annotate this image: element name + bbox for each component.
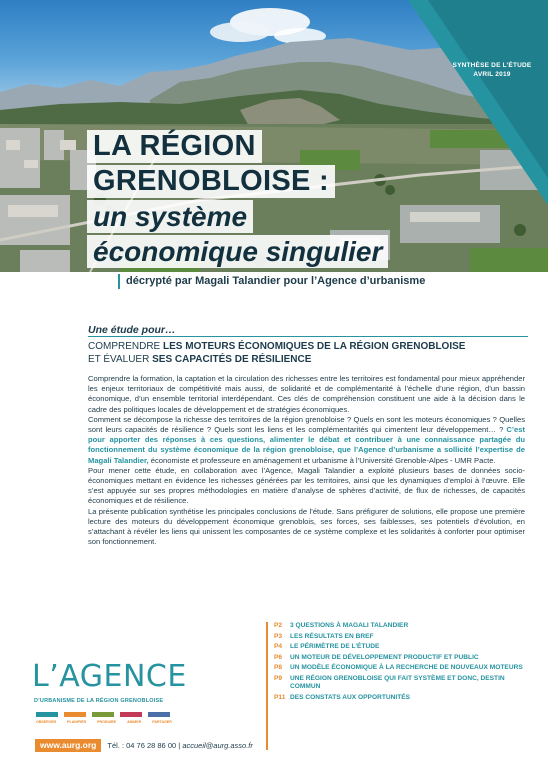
body-paragraph-3: Pour mener cette étude, en collaboration avec l’Agence, Magali Talandier a exploité plusieurs bases de données socio-économiques mettant en évidence les richesses générées par les territoires, ainsi que les dynamiques d’emploi à l’œuvre. Elle s’est appuyée sur ses propres méthodologies en matière d’analyse de sphères d’activité, de flux de richesses, de capacités économiques et de résilience.	[88, 465, 525, 506]
intro-line-2-bold: SES CAPACITÉS DE RÉSILIENCE	[152, 354, 312, 365]
logo-verb: PRODUIRE	[97, 720, 117, 724]
logo-bar	[64, 712, 86, 717]
byline	[118, 273, 425, 289]
toc-item[interactable]	[274, 633, 528, 641]
toc-item[interactable]	[274, 694, 528, 702]
intro-line-2-pre: ET ÉVALUER	[88, 354, 153, 365]
intro-kicker: Une étude pour…	[88, 324, 176, 336]
agency-logo	[32, 654, 192, 724]
body-paragraph-2	[88, 415, 525, 466]
toc-item[interactable]	[274, 643, 528, 651]
logo-bar	[92, 712, 114, 717]
byline-accent-bar	[118, 274, 120, 289]
intro-divider	[88, 336, 528, 337]
corner-banner	[408, 0, 548, 205]
body-p2-highlight: C’est pour apporter des réponses à ces questions, alimenter le débat et contribuer à une connaissance partagée du fonctionnement du système économique de la région grenobloise, que l’Agence d’urbanisme a sollicité l’expertise de Magali Talandier,	[88, 425, 525, 465]
toc-label: UN MOTEUR DE DÉVELOPPEMENT PRODUCTIF ET PUBLIC	[290, 653, 479, 661]
date-label-month: AVRIL 2019	[473, 71, 511, 78]
logo-verb: PLANIFIER	[67, 720, 87, 724]
title-line-3: un système	[87, 200, 253, 233]
body-text	[88, 374, 525, 547]
toc-item[interactable]	[274, 622, 528, 630]
logo-subtitle: D’URBANISME DE LA RÉGION GRENOBLOISE	[34, 698, 164, 704]
logo-verb: ANIMER	[127, 720, 142, 724]
toc-page: P11	[274, 693, 286, 701]
logo-color-bars	[36, 712, 170, 717]
toc-item[interactable]	[274, 675, 528, 691]
logo-bar	[120, 712, 142, 717]
publication-date	[440, 61, 544, 79]
title-line-4: économique singulier	[87, 235, 388, 268]
toc-label: UN MODÈLE ÉCONOMIQUE À LA RECHERCHE DE NOUVEAUX MOTEURS	[290, 664, 523, 672]
logo-word-post: GENCE	[79, 659, 187, 694]
logo-wordmark	[32, 659, 187, 694]
footer	[35, 739, 253, 752]
intro-line-1-pre: COMPRENDRE	[88, 341, 164, 352]
toc-label: UNE RÉGION GRENOBLOISE QUI FAIT SYSTÈME ET DONC, DESTIN COMMUN	[290, 674, 505, 691]
date-label-type: SYNTHÈSE DE L’ÉTUDE	[452, 62, 532, 69]
toc-label: LE PÉRIMÈTRE DE L’ÉTUDE	[290, 643, 380, 651]
toc-label: LES RÉSULTATS EN BREF	[290, 632, 374, 640]
website-link[interactable]: www.aurg.org	[35, 739, 101, 752]
title-line-1: LA RÉGION	[87, 130, 262, 163]
toc-item[interactable]	[274, 654, 528, 662]
toc-page: P8	[274, 664, 283, 672]
toc-page: P6	[274, 653, 283, 661]
contact-info	[107, 741, 253, 750]
toc-item[interactable]	[274, 664, 528, 672]
title-line-2: GRENOBLOISE :	[87, 165, 335, 198]
body-p2-text: Comment se décompose la richesse des territoires de la région grenobloise ? Quels en sont les moteurs économiques ? Quelles sont leurs capacités de résilience ? Quels sont les liens et les complémentarités qui cimentent leur développement… ?	[88, 414, 525, 435]
logo-verb: PARTAGER	[152, 720, 172, 724]
body-p2-end: économiste et professeure en aménagement et urbanisme à l’Université Grenoble-Alpes - UMR Pacte.	[148, 455, 496, 465]
toc-page: P3	[274, 632, 283, 640]
separator: |	[178, 741, 181, 750]
table-of-contents	[266, 622, 528, 750]
body-paragraph-4: La présente publication synthétise les principales conclusions de l’étude. Sans préfigurer de solutions, elle propose une première lecture des moteurs du développement économique grenoblois, ses forces, ses faiblesses, ses potentiels d’évolution, en s’attachant à révéler les liens qui unissent les composantes de ce système complexe et les solidarités à conforter pour optimiser son fonctionnement.	[88, 506, 525, 547]
toc-label: DES CONSTATS AUX OPPORTUNITÉS	[290, 693, 411, 701]
intro-line-1-bold: LES MOTEURS ÉCONOMIQUES DE LA RÉGION GRENOBLOISE	[163, 341, 466, 352]
cover-title	[87, 130, 412, 272]
logo-verbs	[36, 720, 172, 724]
toc-page: P2	[274, 622, 283, 629]
phone-number: Tél. : 04 76 28 86 00	[107, 741, 177, 750]
logo-bar	[36, 712, 58, 717]
intro-heading	[88, 340, 528, 366]
toc-page: P9	[274, 674, 283, 682]
body-paragraph-1: Comprendre la formation, la captation et la circulation des richesses entre les territoires est fondamental pour mieux appréhender les enjeux territoriaux de compétitivité mais aussi, de solidarité et de complémentarité à l’échelle d’une région, d’un bassin économique, d’un ensemble territorial interdépendant. Ces clés de compréhension constituent une aide à la décision dans le cadre des politiques locales de développement et de stratégies économiques.	[88, 374, 525, 414]
logo-verb: OBSERVER	[36, 720, 57, 724]
logo-word-a: A	[59, 659, 80, 694]
email-link[interactable]: accueil@aurg.asso.fr	[182, 741, 253, 750]
byline-text: décrypté par Magali Talandier pour l’Agence d’urbanisme	[126, 275, 426, 287]
logo-word-pre: L’	[32, 659, 60, 694]
logo-bar	[148, 712, 170, 717]
toc-page: P4	[274, 643, 283, 651]
toc-label: 3 QUESTIONS À MAGALI TALANDIER	[290, 622, 409, 629]
